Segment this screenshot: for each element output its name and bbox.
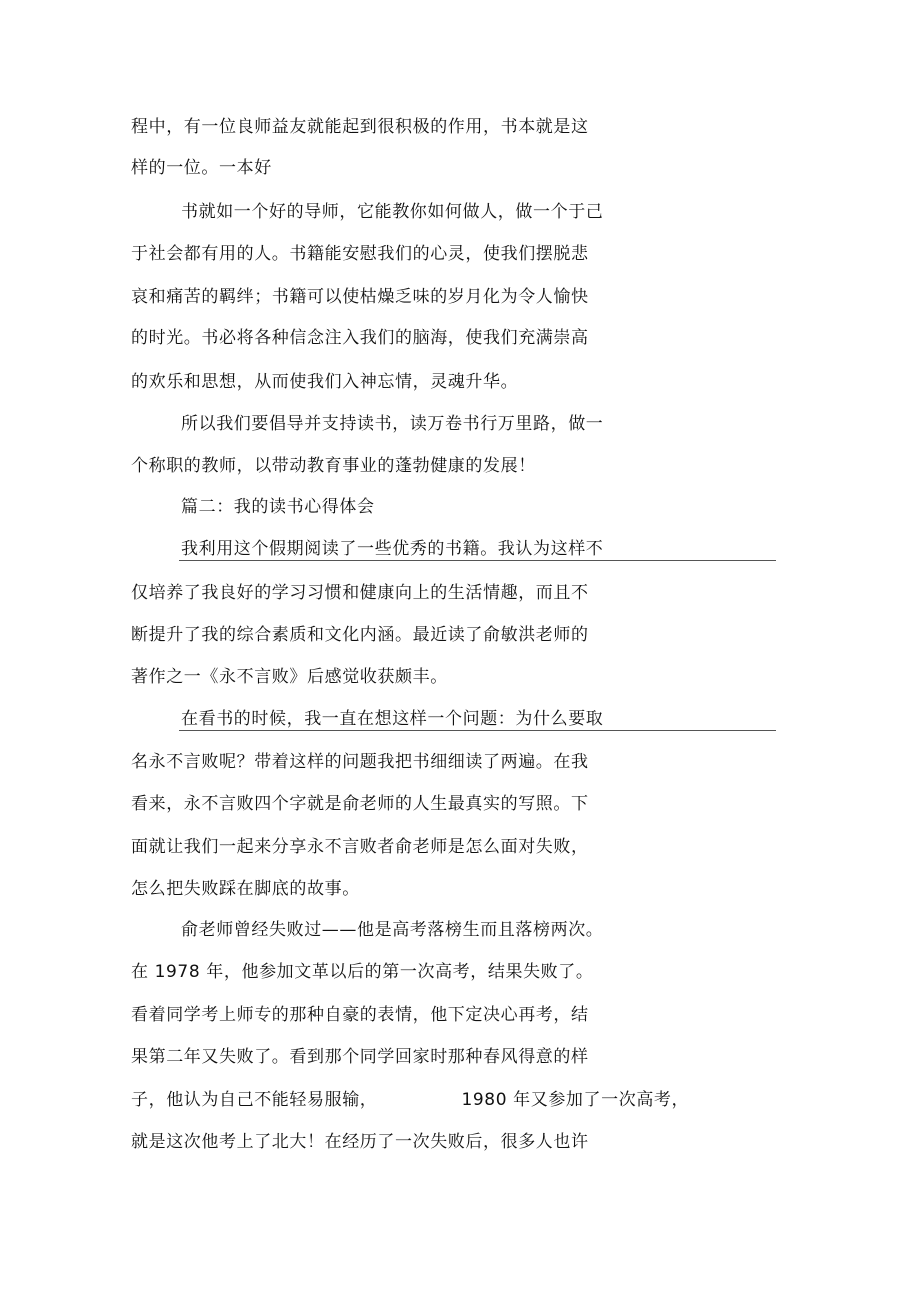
text-line: 果第二年又失败了。看到那个同学回家时那种春风得意的样: [131, 1047, 589, 1067]
text-line: 书就如一个好的导师，它能教你如何做人，做一个于己: [181, 202, 604, 222]
text-line: 著作之一《永不言败》后感觉收获颇丰。: [131, 667, 448, 687]
text-line: 在 1978 年，他参加文革以后的第一次高考，结果失败了。: [131, 962, 594, 982]
text-line: 断提升了我的综合素质和文化内涵。最近读了俞敏洪老师的: [131, 625, 589, 645]
text-line: 俞老师曾经失败过——他是高考落榜生而且落榜两次。: [181, 920, 604, 940]
text-line: 个称职的教师，以带动教育事业的蓬勃健康的发展！: [131, 456, 536, 476]
underline-rule: [179, 560, 776, 561]
text-line: 名永不言败呢？带着这样的问题我把书细细读了两遍。在我: [131, 752, 589, 772]
text-line: 在看书的时候，我一直在想这样一个问题：为什么要取: [181, 709, 604, 729]
underline-rule: [179, 730, 776, 731]
text-line: 程中，有一位良师益友就能起到很积极的作用，书本就是这: [131, 117, 589, 137]
text-line: 怎么把失败踩在脚底的故事。: [131, 879, 360, 899]
text-line: 看着同学考上师专的那种自豪的表情，他下定决心再考，结: [131, 1005, 589, 1025]
section-heading: 篇二：我的读书心得体会: [181, 497, 375, 517]
text-line: 所以我们要倡导并支持读书，读万卷书行万里路，做一: [181, 414, 604, 434]
text-line: 仅培养了我良好的学习习惯和健康向上的生活情趣，而且不: [131, 583, 589, 603]
text-line: 于社会都有用的人。书籍能安慰我们的心灵，使我们摆脱悲: [131, 244, 589, 264]
text-line: 哀和痛苦的羁绊；书籍可以使枯燥乏味的岁月化为令人愉快: [131, 287, 589, 307]
text-line: 子，他认为自己不能轻易服输， 1980 年又参加了一次高考，: [131, 1090, 690, 1110]
text-line: 面就让我们一起来分享永不言败者俞老师是怎么面对失败，: [131, 837, 589, 857]
text-line: 看来，永不言败四个字就是俞老师的人生最真实的写照。下: [131, 794, 589, 814]
text-line: 我利用这个假期阅读了一些优秀的书籍。我认为这样不: [181, 539, 604, 559]
text-line: 样的一位。一本好: [131, 158, 272, 178]
text-line: 的时光。书必将各种信念注入我们的脑海，使我们充满崇高: [131, 328, 589, 348]
text-line: 的欢乐和思想，从而使我们入神忘情，灵魂升华。: [131, 372, 519, 392]
text-line: 就是这次他考上了北大！在经历了一次失败后，很多人也许: [131, 1132, 589, 1152]
